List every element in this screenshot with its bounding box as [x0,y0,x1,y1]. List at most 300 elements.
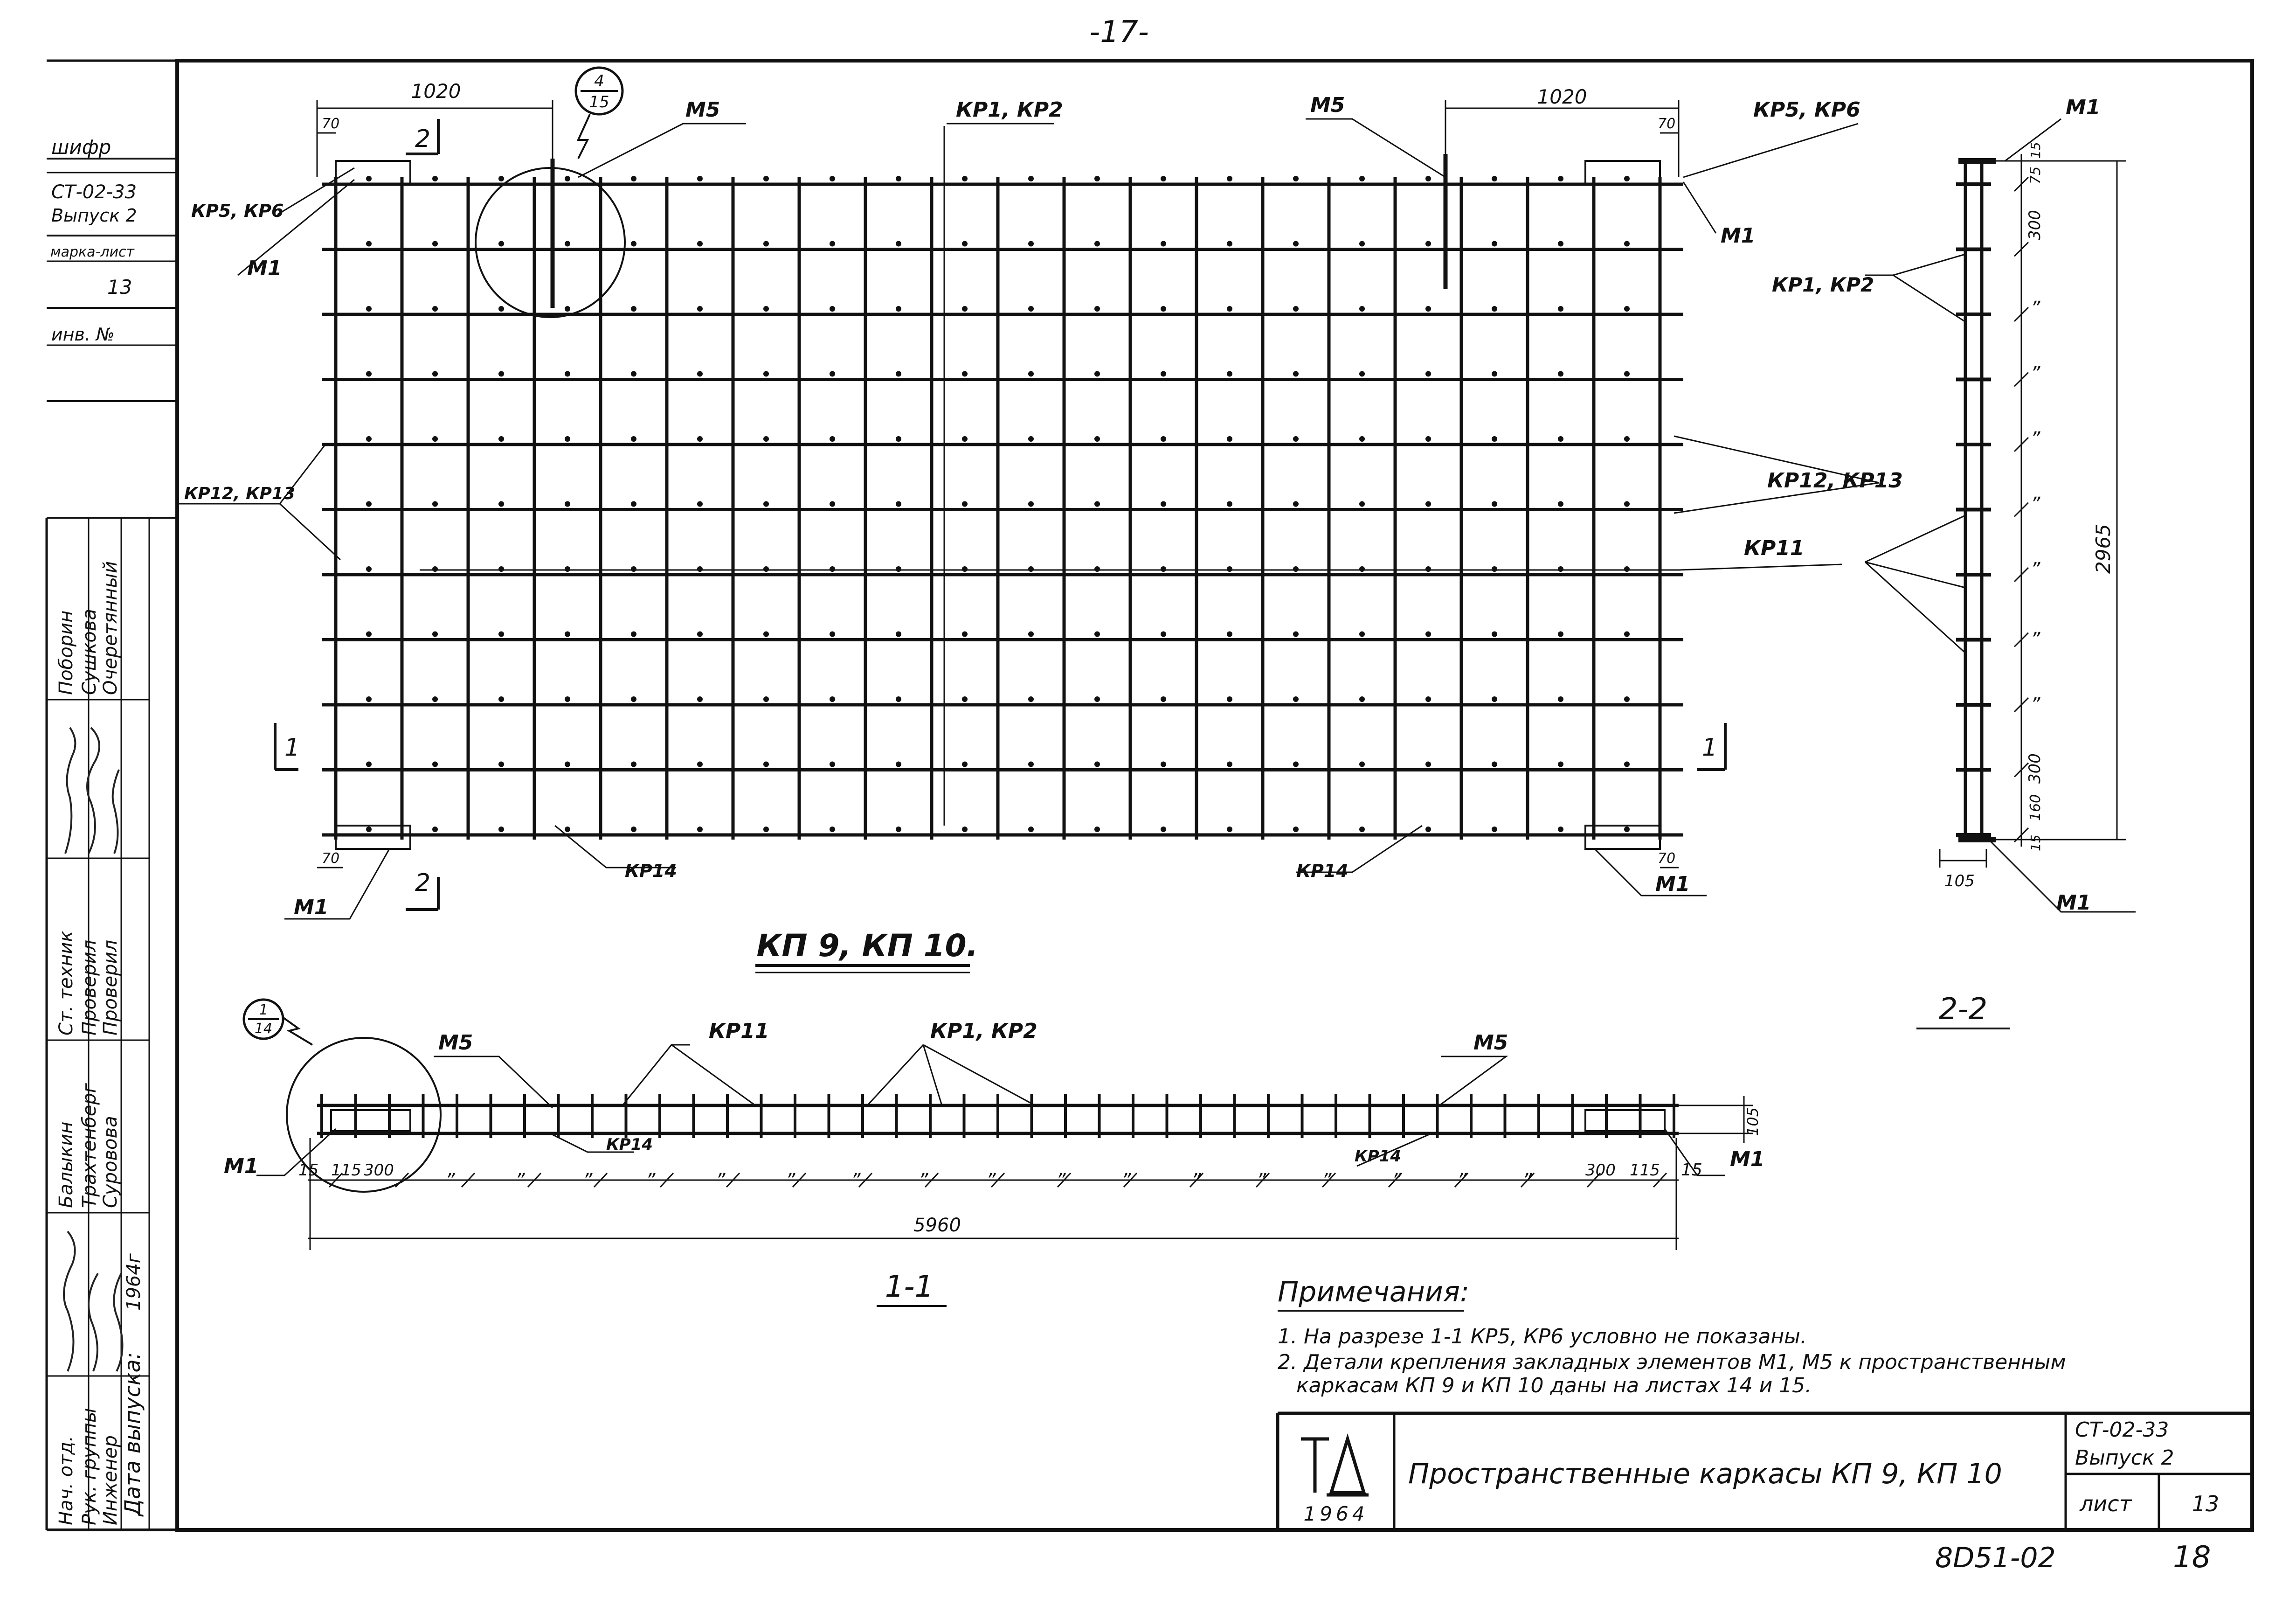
bar-end-mark [830,176,835,181]
bar-end-mark [631,827,636,832]
callout-1-sheet: 14 [254,1021,273,1037]
svg-text:„: „ [1259,1159,1269,1180]
sec22-label-m1-top: М1 [2066,96,2101,119]
bar-end-mark [1558,632,1563,637]
bar-end-mark [896,827,901,832]
bar-end-mark [432,566,438,572]
bar-end-mark [896,371,901,377]
callout-4-sheet: 15 [589,93,609,111]
drawing-frame [177,61,2252,1530]
sec22-overall-2965: 2965 [2092,524,2115,574]
release-date-label: Дата выпуска: [120,1352,145,1516]
label-kp1-kp2: КР1, КР2 [956,98,1063,122]
bar-end-mark [565,827,570,832]
bar-end-mark [962,696,968,702]
svg-text:„: „ [1194,1159,1203,1180]
label-kp11: КР11 [1744,536,1805,560]
svg-text:„: „ [2033,618,2043,639]
bar-end-mark [1227,762,1232,767]
bar-end-mark [763,176,769,181]
bar-end-mark [498,176,504,181]
bar-end-mark [366,306,372,312]
svg-text:„: „ [448,1159,457,1180]
bar-end-mark [1492,762,1497,767]
title-block-year: 1964 [1303,1502,1369,1525]
bar-end-mark [1492,371,1497,377]
bar-end-mark [1094,176,1100,181]
bar-end-mark [962,632,968,637]
title-block-title: Пространственные каркасы КП 9, КП 10 [1408,1458,2002,1490]
bar-end-mark [1492,501,1497,507]
bar-end-mark [1359,241,1365,247]
bar-end-mark [1425,241,1431,247]
bar-end-mark [830,501,835,507]
bar-end-mark [697,762,703,767]
sec22-label-m1-bottom: М1 [2056,891,2091,915]
bar-end-mark [1028,696,1034,702]
bar-end-mark [1558,566,1563,572]
bar-end-mark [896,696,901,702]
bar-end-mark [432,632,438,637]
bar-end-mark [1227,827,1232,832]
bar-end-mark [962,436,968,442]
section-2-2-title: 2-2 [1938,992,1988,1027]
bar-end-mark [432,176,438,181]
bar-end-mark [896,241,901,247]
bar-end-mark [1028,632,1034,637]
title-block-issue: Выпуск 2 [2075,1446,2174,1470]
margin-series: СТ-02-33 [51,181,137,203]
sec11-dim-300-left: 300 [364,1161,394,1180]
bar-end-mark [631,566,636,572]
bar-end-mark [498,566,504,572]
bar-end-mark [1425,696,1431,702]
bar-end-mark [432,762,438,767]
album-stamp: 8D51-02 [1935,1542,2056,1574]
svg-text:„: „ [718,1159,728,1180]
bar-end-mark [1227,436,1232,442]
bar-end-mark [830,632,835,637]
label-kp5-kp6-right: КР5, КР6 [1753,98,1860,122]
bar-end-mark [962,501,968,507]
bar-end-mark [432,241,438,247]
bar-end-mark [763,696,769,702]
bar-end-mark [498,241,504,247]
bar-end-mark [432,501,438,507]
sec11-label-kp11: КР11 [709,1019,769,1043]
cipher-label: шифр [51,136,111,159]
bar-end-mark [896,501,901,507]
sec11-overall-5960: 5960 [913,1215,961,1236]
bar-end-mark [565,371,570,377]
bar-end-mark [1028,436,1034,442]
bar-end-mark [1624,827,1630,832]
bar-end-mark [1624,371,1630,377]
bar-end-mark [1293,501,1299,507]
bar-end-mark [1558,176,1563,181]
svg-text:„: „ [1124,1159,1134,1180]
bar-end-mark [1028,371,1034,377]
bar-end-mark [896,762,901,767]
dim-1020-left: 1020 [411,80,461,103]
bar-end-mark [1028,501,1034,507]
note-2-continued: каркасам КП 9 и КП 10 даны на листах 14 и 15. [1296,1374,1812,1397]
label-kp14-right: КР14 [1296,861,1349,881]
bar-end-mark [1227,371,1232,377]
bar-end-mark [498,501,504,507]
bar-end-mark [697,501,703,507]
sec22-dim-15-bottom: 15 [2028,834,2043,851]
sec11-dim-15-right: 15 [1681,1160,1702,1180]
bar-end-mark [1359,566,1365,572]
embedded-plate-m1-tr [1585,161,1660,184]
staff-name: Суровова [100,1116,121,1208]
sec22-dim-75: 75 [2027,166,2044,184]
sec11-label-m1-left: М1 [224,1154,259,1178]
bar-end-mark [1558,827,1563,832]
label-kp12-kp13-right: КР12, КР13 [1767,469,1903,493]
section-cut-markers [275,119,1725,910]
section-mark-2-top: 2 [415,125,431,153]
bar-end-mark [1094,827,1100,832]
bar-end-mark [498,371,504,377]
bar-end-mark [763,371,769,377]
sec22-label-kp1-kp2: КР1, КР2 [1772,273,1874,296]
bar-end-mark [1227,696,1232,702]
bar-end-mark [962,371,968,377]
embedded-plate-m1-br [1585,826,1660,849]
bar-end-mark [1227,176,1232,181]
bar-end-mark [1425,176,1431,181]
dim-70-tr: 70 [1658,116,1676,132]
bar-end-mark [896,566,901,572]
staff-role: Рук. группы [79,1408,100,1525]
bar-end-mark [1624,632,1630,637]
bar-end-mark [697,436,703,442]
bar-end-mark [830,762,835,767]
bar-end-mark [631,696,636,702]
bar-end-mark [763,241,769,247]
bar-end-mark [1425,632,1431,637]
bar-end-mark [1161,501,1166,507]
title-block-sheet-label: лист [2080,1491,2132,1516]
bar-end-mark [366,436,372,442]
bar-end-mark [366,501,372,507]
bar-end-mark [498,436,504,442]
sec11-label-kp14-left: КР14 [606,1135,653,1154]
svg-text:„: „ [1459,1159,1469,1180]
bar-end-mark [1425,827,1431,832]
bar-end-mark [1293,827,1299,832]
bar-end-mark [1425,371,1431,377]
staff-role: Инженер [100,1435,121,1525]
td-logo-text: ТД [1329,1428,1342,1439]
bar-end-mark [1492,176,1497,181]
bar-end-mark [1161,632,1166,637]
bar-end-mark [1094,762,1100,767]
sec11-label-m5-right: М5 [1473,1031,1508,1055]
bar-end-mark [1425,436,1431,442]
bar-end-mark [1425,306,1431,312]
bar-end-mark [498,696,504,702]
bar-end-mark [565,632,570,637]
section-1-1-view [287,1038,1679,1192]
bar-end-mark [763,632,769,637]
bar-end-mark [1624,501,1630,507]
bar-end-mark [1558,306,1563,312]
bar-end-mark [631,762,636,767]
svg-text:„: „ [853,1159,863,1180]
bar-end-mark [830,566,835,572]
bar-end-mark [962,241,968,247]
sec22-dim-15-top: 15 [2028,142,2043,159]
bar-end-mark [1293,696,1299,702]
label-m5-top: М5 [685,98,720,122]
title-block-sheet-value: 13 [2192,1491,2220,1516]
td-logo-mark [1301,1439,1369,1495]
bar-end-mark [366,176,372,181]
label-kp12-kp13-left: КР12, КР13 [184,484,296,503]
section-mark-1-left: 1 [284,734,300,762]
bar-end-mark [565,241,570,247]
bar-end-mark [1161,827,1166,832]
bar-end-mark [1293,176,1299,181]
bar-end-mark [962,176,968,181]
bar-end-mark [697,632,703,637]
bar-end-mark [1624,436,1630,442]
bar-end-mark [1492,436,1497,442]
sec11-dim-115-right: 115 [1630,1161,1660,1180]
dim-70-tl: 70 [322,116,340,132]
sec11-dim-300-right: 300 [1585,1161,1616,1180]
mark-sheet-label: марка-лист [50,244,135,260]
bar-end-mark [697,566,703,572]
bar-end-mark [896,632,901,637]
bar-end-mark [498,762,504,767]
bar-end-mark [830,306,835,312]
bar-end-mark [1293,241,1299,247]
bar-end-mark [1161,696,1166,702]
bar-end-mark [1359,827,1365,832]
bar-end-mark [631,632,636,637]
bar-end-mark [1161,241,1166,247]
bar-end-mark [896,306,901,312]
bar-end-mark [830,371,835,377]
staff-role: Ст. техник [55,931,77,1035]
svg-text:„: „ [2033,683,2043,704]
bar-end-mark [631,371,636,377]
bar-end-mark [1359,371,1365,377]
staff-name: Поборин [55,610,77,695]
section-1-1-title: 1-1 [885,1270,934,1304]
label-kp5-kp6-left: КР5, КР6 [191,201,284,221]
svg-text:„: „ [585,1159,595,1180]
bar-end-mark [1028,827,1034,832]
dim-70-bl: 70 [322,850,340,867]
bar-end-mark [763,306,769,312]
bar-end-mark [1094,632,1100,637]
bar-end-mark [830,436,835,442]
bar-end-mark [697,176,703,181]
bar-end-mark [1094,306,1100,312]
title-block-series: СТ-02-33 [2075,1418,2169,1442]
bar-end-mark [565,762,570,767]
bar-end-mark [565,501,570,507]
bar-end-mark [565,306,570,312]
bar-end-mark [1558,762,1563,767]
bar-end-mark [1227,566,1232,572]
bar-end-mark [432,306,438,312]
bar-end-mark [763,501,769,507]
mark-sheet-value: 13 [107,276,132,299]
bar-end-mark [962,827,968,832]
dim-1020-right: 1020 [1537,85,1587,108]
section-mark-1-right: 1 [1702,734,1718,762]
staff-role: Проверил [79,939,100,1035]
bar-end-mark [432,436,438,442]
svg-text:„: „ [2033,417,2043,438]
bar-end-mark [1028,306,1034,312]
bar-end-mark [697,371,703,377]
staff-role: Проверил [100,939,121,1035]
bar-end-mark [1425,566,1431,572]
bar-end-mark [366,696,372,702]
left-margin-table [47,159,177,1530]
staff-name: Очеретянный [100,561,121,695]
sec11-label-kp1-kp2: КР1, КР2 [930,1019,1037,1043]
bar-end-mark [697,696,703,702]
bar-end-mark [1293,371,1299,377]
bar-end-mark [432,827,438,832]
bar-end-mark [830,696,835,702]
detail-callout-circle-4 [476,168,625,317]
sec22-dim-300-top: 300 [2026,210,2044,240]
bar-end-mark [1359,501,1365,507]
bar-end-mark [1492,241,1497,247]
sec22-dim-300-bottom: 300 [2026,753,2044,784]
bar-end-mark [1492,696,1497,702]
bar-end-mark [1161,371,1166,377]
bar-end-mark [1094,566,1100,572]
bar-end-mark [1293,632,1299,637]
sec11-height-105: 105 [1744,1107,1762,1136]
svg-text:„: „ [921,1159,931,1180]
bar-end-mark [1492,827,1497,832]
bar-end-mark [498,632,504,637]
dim-70-br: 70 [1658,850,1676,867]
bar-end-mark [1359,696,1365,702]
bar-end-mark [631,241,636,247]
svg-text:„: „ [788,1159,798,1180]
section-2-2-view [1956,161,1996,842]
notes-heading: Примечания: [1278,1276,1470,1308]
svg-text:„: „ [989,1159,998,1180]
bar-end-mark [962,306,968,312]
bar-end-mark [565,436,570,442]
bar-end-mark [962,762,968,767]
bar-end-mark [1161,436,1166,442]
svg-text:„: „ [2033,482,2043,504]
svg-text:„: „ [1058,1159,1068,1180]
bar-end-mark [697,306,703,312]
bar-end-mark [1293,762,1299,767]
svg-text:„: „ [518,1159,527,1180]
bar-end-mark [498,306,504,312]
sec11-dim-115-left: 115 [331,1161,361,1180]
staff-role: Нач. отд. [55,1436,77,1525]
plan-view [322,126,1683,849]
bar-end-mark [763,436,769,442]
bar-end-mark [565,176,570,181]
bar-end-mark [1161,762,1166,767]
bar-end-mark [1624,762,1630,767]
bar-end-mark [896,436,901,442]
bar-end-mark [763,566,769,572]
bar-end-mark [432,696,438,702]
bar-end-mark [366,827,372,832]
bar-end-mark [1624,241,1630,247]
bar-end-mark [697,241,703,247]
bar-end-mark [366,762,372,767]
label-m1-top-right: М1 [1721,224,1756,248]
note-2: 2. Детали крепления закладных элементов М1, М5 к пространственным [1278,1350,2066,1374]
margin-issue: Выпуск 2 [51,205,137,226]
staff-name: Трахтенберг [79,1083,100,1208]
svg-text:„: „ [2033,548,2043,569]
bar-end-mark [631,306,636,312]
bar-end-mark [1425,762,1431,767]
bar-end-mark [1558,501,1563,507]
bar-end-mark [1227,306,1232,312]
bar-end-mark [830,241,835,247]
sec11-label-kp14-right: КР14 [1355,1147,1402,1166]
bar-end-mark [830,827,835,832]
bar-end-mark [1028,566,1034,572]
bar-end-mark [962,566,968,572]
bar-end-mark [1624,696,1630,702]
bar-end-mark [1359,306,1365,312]
bar-end-mark [631,436,636,442]
staff-name: Сушкова [79,609,100,695]
bar-end-mark [1359,632,1365,637]
section-mark-2-bottom: 2 [415,869,431,897]
sheet-index: 18 [2173,1540,2211,1575]
plan-title: КП 9, КП 10. [756,928,978,964]
bar-end-mark [1558,696,1563,702]
release-date-value: 1964г [123,1253,145,1311]
callout-4-leader [578,114,590,159]
sec11-dim-15-left: 15 [298,1161,319,1180]
bar-end-mark [896,176,901,181]
bar-end-mark [1094,371,1100,377]
callout-1-leader [282,1017,312,1045]
bar-end-mark [1359,762,1365,767]
bar-end-mark [1227,241,1232,247]
callout-1-number: 1 [259,1002,268,1018]
signature-scribbles [64,728,123,1371]
bar-end-mark [565,566,570,572]
bar-end-mark [1425,501,1431,507]
svg-text:„: „ [648,1159,658,1180]
bar-end-mark [1028,241,1034,247]
bar-end-mark [1624,176,1630,181]
bar-end-mark [1161,306,1166,312]
label-m1-bottom-left: М1 [294,896,329,919]
label-m5-top-right: М5 [1310,93,1345,117]
bar-end-mark [1492,632,1497,637]
bar-end-mark [697,827,703,832]
svg-text:„: „ [1394,1159,1404,1180]
